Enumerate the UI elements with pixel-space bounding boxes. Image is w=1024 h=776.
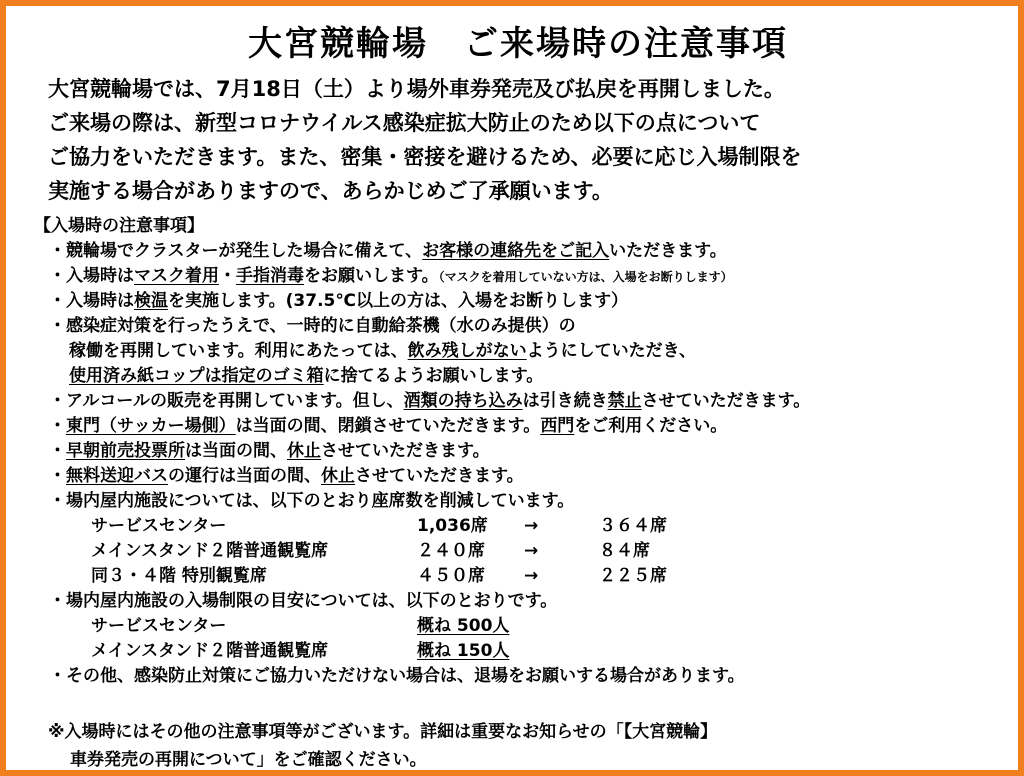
footer-line: 車券発売の再開について」をご確認ください。 [70, 750, 427, 770]
seat-before: ２４０席 [417, 541, 485, 561]
intro-line: ご来場の際は、新型コロナウイルス感染症拡大防止のため以下の点について [48, 111, 761, 135]
seat-row [34, 564, 1024, 589]
arrow-icon: → [524, 566, 539, 586]
footer-line: ※入場時にはその他の注意事項等がございます。詳細は重要なお知らせの「【大宮競輪】 [48, 722, 718, 742]
seat-after: ８４席 [599, 541, 650, 561]
arrow-icon: → [524, 516, 539, 536]
notice-item-mask: ・入場時はマスク着用・手指消毒をお願いします。（マスクを着用していない方は、入場をお断りします） [49, 266, 733, 286]
notice-item-temperature: ・入場時は検温を実施します。(37.5℃以上の方は、入場をお断りします） [49, 291, 628, 311]
page-title: 大宮競輪場 ご来場時の注意事項 [248, 24, 788, 64]
seat-before: ４５０席 [417, 566, 485, 586]
seat-facility: 同３・４階 特別観覧席 [91, 566, 267, 586]
intro-line: 大宮競輪場では、7月18日（土）より場外車券発売及び払戻を再開しました。 [48, 77, 785, 101]
notice-item-capacity: ・場内屋内施設の入場制限の目安については、以下のとおりです。 [49, 591, 558, 611]
seat-after: ２２５席 [599, 566, 667, 586]
capacity-value: 概ね 150人 [417, 641, 510, 661]
capacity-value: 概ね 500人 [417, 616, 510, 636]
notice-item-tea-machine-cont: 使用済み紙コップは指定のゴミ箱に捨てるようお願いします。 [69, 366, 544, 386]
capacity-facility: メインスタンド２階普通観覧席 [91, 641, 329, 661]
seat-row [34, 539, 1024, 564]
seat-before: 1,036席 [417, 516, 488, 536]
notice-item-gate: ・東門（サッカー場側）は当面の間、閉鎖させていただきます。西門をご利用ください。 [49, 416, 728, 436]
seat-after: ３６４席 [599, 516, 667, 536]
notice-item-alcohol: ・アルコールの販売を再開しています。但し、酒類の持ち込みは引き続き禁止させていただきます。 [49, 391, 811, 411]
notice-item-tea-machine: ・感染症対策を行ったうえで、一時的に自動給茶機（水のみ提供）の [49, 316, 576, 336]
notice-item-contact: ・競輪場でクラスターが発生した場合に備えて、お客様の連絡先をご記入いただきます。 [49, 241, 727, 261]
notices-section [34, 214, 1024, 689]
capacity-row [34, 639, 1024, 664]
notice-item-tea-machine-cont: 稼働を再開しています。利用にあたっては、飲み残しがないようにしていただき、 [69, 341, 696, 361]
notices-heading: 【入場時の注意事項】 [34, 216, 204, 236]
arrow-icon: → [524, 541, 539, 561]
capacity-facility: サービスセンター [91, 616, 227, 636]
intro-line: 実施する場合がありますので、あらかじめご了承願います。 [48, 179, 613, 203]
intro-line: ご協力をいただきます。また、密集・密接を避けるため、必要に応じ入場制限を [48, 145, 802, 169]
capacity-row [34, 614, 1024, 639]
notice-item-betting-office: ・早朝前売投票所は当面の間、休止させていただきます。 [49, 441, 490, 461]
notice-item-other: ・その他、感染防止対策にご協力いただけない場合は、退場をお願いする場合があります。 [49, 666, 745, 686]
intro-paragraph [48, 72, 1008, 208]
seat-facility: サービスセンター [91, 516, 227, 536]
footer-note [48, 718, 1008, 774]
notice-item-shuttle-bus: ・無料送迎バスの運行は当面の間、休止させていただきます。 [49, 466, 524, 486]
seat-facility: メインスタンド２階普通観覧席 [91, 541, 329, 561]
notice-item-seats: ・場内屋内施設については、以下のとおり座席数を削減しています。 [49, 491, 575, 511]
seat-row [34, 514, 1024, 539]
